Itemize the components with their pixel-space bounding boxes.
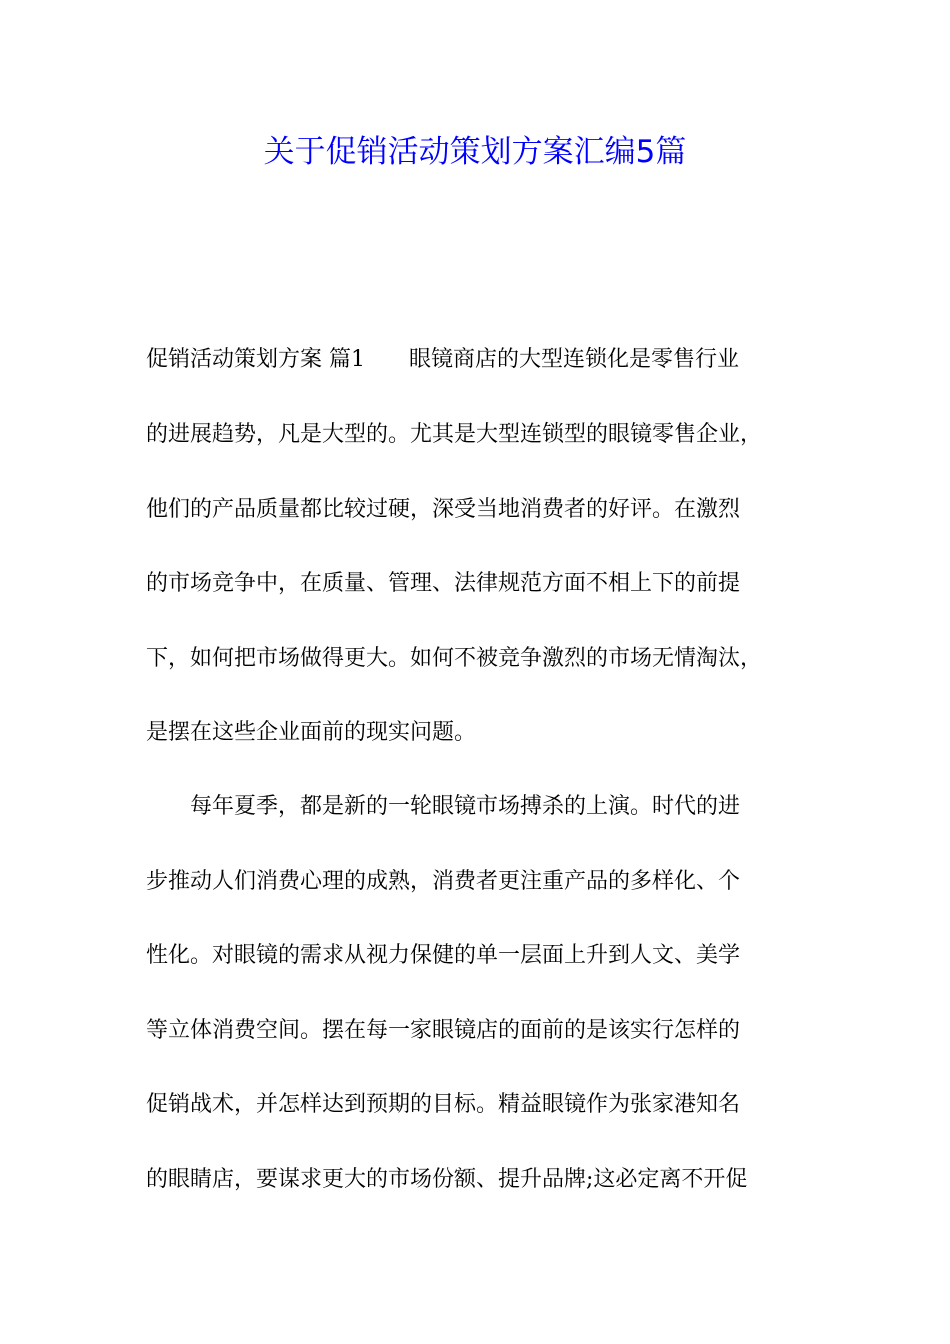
text-line: 他们的产品质量都比较过硬，深受当地消费者的好评。在激烈 [146, 497, 741, 522]
text-line: 促销活动策划方案 篇1 眼镜商店的大型连锁化是零售行业 [146, 347, 739, 372]
text-line: 的进展趋势，凡是大型的。尤其是大型连锁型的眼镜零售企业， [146, 422, 763, 447]
text-line: 每年夏季，都是新的一轮眼镜市场搏杀的上演。时代的进 [146, 794, 741, 819]
text-line: 步推动人们消费心理的成熟，消费者更注重产品的多样化、个 [146, 869, 741, 894]
text-line: 的市场竞争中，在质量、管理、法律规范方面不相上下的前提 [146, 571, 741, 596]
text-line: 性化。对眼镜的需求从视力保健的单一层面上升到人文、美学 [146, 943, 741, 968]
text-line: 的眼睛店，要谋求更大的市场份额、提升品牌;这必定离不开促 [146, 1167, 748, 1192]
text-line: 促销战术，并怎样达到预期的目标。精益眼镜作为张家港知名 [146, 1092, 741, 1117]
text-line: 下，如何把市场做得更大。如何不被竞争激烈的市场无情淘汰， [146, 646, 763, 671]
document-title: 关于促销活动策划方案汇编5篇 [263, 134, 687, 170]
text-line: 等立体消费空间。摆在每一家眼镜店的面前的是该实行怎样的 [146, 1018, 741, 1043]
text-line: 是摆在这些企业面前的现实问题。 [146, 720, 477, 745]
